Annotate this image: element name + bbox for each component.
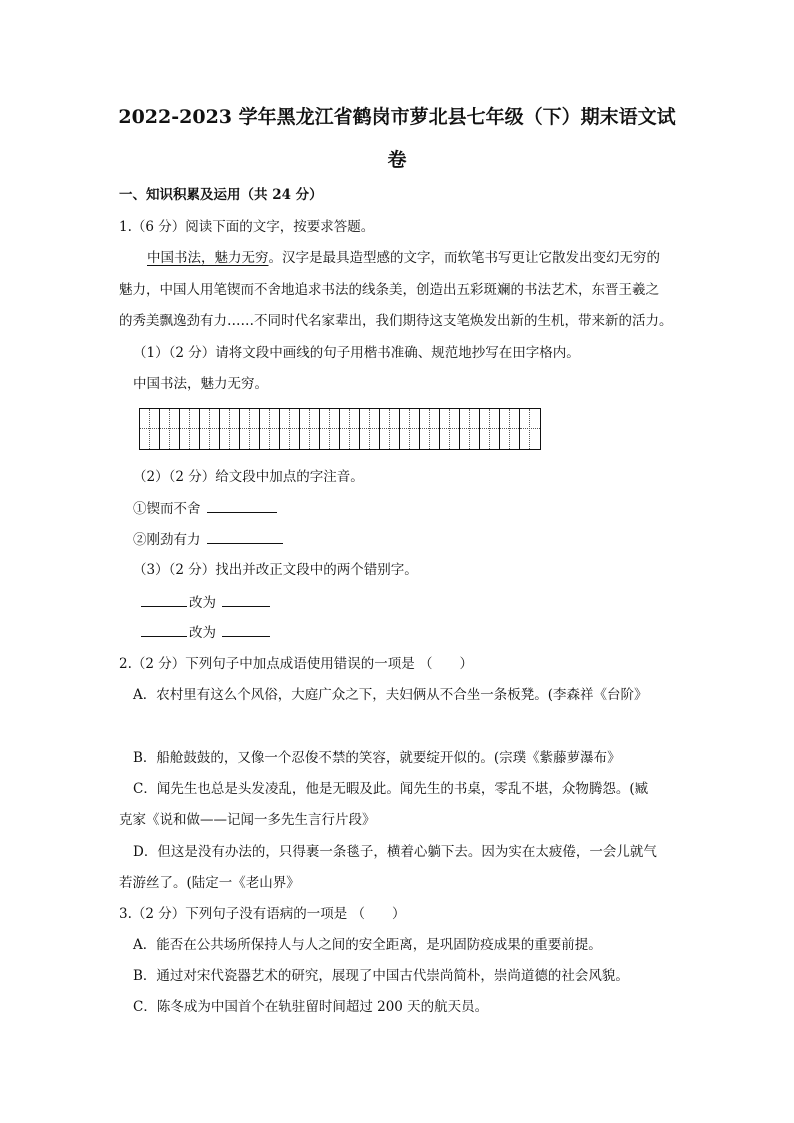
sub-question-2: （2）（2 分）给文段中加点的字注音。 <box>133 469 364 485</box>
correction-row-2: 改为 <box>139 622 272 643</box>
tianzige-grid[interactable] <box>139 408 541 450</box>
grid-cell[interactable] <box>240 409 260 449</box>
section-heading: 一、知识积累及运用（共 24 分） <box>119 187 323 203</box>
grid-cell[interactable] <box>340 409 360 449</box>
grid-cell[interactable] <box>360 409 380 449</box>
grid-cell[interactable] <box>200 409 220 449</box>
answer-blank[interactable] <box>222 592 270 607</box>
pinyin-item-a: ①锲而不舍 <box>133 498 279 519</box>
grid-cell[interactable] <box>500 409 520 449</box>
answer-blank[interactable] <box>141 592 187 607</box>
passage-line-3: 的秀美飘逸劲有力……不同时代名家辈出，我们期待这支笔焕发出新的生机，带来新的活力。 <box>119 313 673 329</box>
grid-cell[interactable] <box>460 409 480 449</box>
question-3-option-c: C．陈冬成为中国首个在轨驻留时间超过 200 天的航天员。 <box>133 999 489 1015</box>
grid-cell[interactable] <box>380 409 400 449</box>
grid-cell[interactable] <box>180 409 200 449</box>
question-3-option-b: B．通过对宋代瓷器艺术的研究，展现了中国古代崇尚简朴，崇尚道德的社会风貌。 <box>133 968 629 984</box>
document-title-line2: 卷 <box>387 149 407 171</box>
grid-cell[interactable] <box>400 409 420 449</box>
grid-cell[interactable] <box>420 409 440 449</box>
answer-blank[interactable] <box>207 529 283 544</box>
grid-cell[interactable] <box>520 409 540 449</box>
question-2-option-c-cont: 克家《说和做——记闻一多先生言行片段》 <box>119 812 376 828</box>
sub-question-3: （3）（2 分）找出并改正文段中的两个错别字。 <box>133 562 418 578</box>
question-3-stem: 3.（2 分）下列句子没有语病的一项是 （ ） <box>119 906 406 922</box>
question-2-stem: 2.（2 分）下列句子中加点成语使用错误的一项是 （ ） <box>119 656 474 672</box>
passage-line-1-rest: 。汉字是最具造型感的文字，而软笔书写更让它散发出变幻无穷的 <box>268 250 660 266</box>
question-2-option-d: D．但这是没有办法的，只得裹一条毯子，横着心躺下去。因为实在太疲倦，一会儿就气 <box>133 844 657 860</box>
grid-cell[interactable] <box>480 409 500 449</box>
passage-line-1 <box>147 248 660 268</box>
grid-cell[interactable] <box>160 409 180 449</box>
grid-cell[interactable] <box>260 409 280 449</box>
answer-blank[interactable] <box>141 622 187 637</box>
question-2-option-c: C．闻先生也总是头发凌乱，他是无暇及此。闻先生的书桌，零乱不堪，众物腾怨。(臧 <box>133 781 649 797</box>
answer-blank[interactable] <box>207 498 277 513</box>
grid-cell[interactable] <box>300 409 320 449</box>
sub-question-1-text: 中国书法，魅力无穷。 <box>133 376 268 392</box>
grid-cell[interactable] <box>320 409 340 449</box>
underlined-sentence: 中国书法，魅力无穷 <box>147 250 269 266</box>
grid-cell[interactable] <box>140 409 160 449</box>
answer-blank[interactable] <box>222 622 270 637</box>
sub-question-1: （1）（2 分）请将文段中画线的句子用楷书准确、规范地抄写在田字格内。 <box>133 345 580 361</box>
document-title-line1: 2022-2023 学年黑龙江省鹤岗市萝北县七年级（下）期末语文试 <box>118 106 676 128</box>
grid-cell[interactable] <box>280 409 300 449</box>
question-2-option-b: B．船舱鼓鼓的，又像一个忍俊不禁的笑容，就要绽开似的。(宗璞《紫藤萝瀑布》 <box>133 750 621 766</box>
question-3-option-a: A．能否在公共场所保持人与人之间的安全距离，是巩固防疫成果的重要前提。 <box>133 937 602 953</box>
pinyin-item-b: ②刚劲有力 <box>133 529 285 550</box>
question-2-option-d-cont: 若游丝了。(陆定一《老山界》 <box>119 875 300 891</box>
passage-line-2: 魅力，中国人用笔锲而不舍地追求书法的线条美，创造出五彩斑斓的书法艺术，东晋王羲之 <box>119 282 659 298</box>
grid-cell[interactable] <box>220 409 240 449</box>
question-1-stem: 1.（6 分）阅读下面的文字，按要求答题。 <box>119 219 375 235</box>
grid-cell[interactable] <box>440 409 460 449</box>
question-2-option-a: A．农村里有这么个风俗，大庭广众之下，夫妇俩从不合坐一条板凳。(李森祥《台阶》 <box>133 687 648 703</box>
correction-row-1: 改为 <box>139 592 272 613</box>
